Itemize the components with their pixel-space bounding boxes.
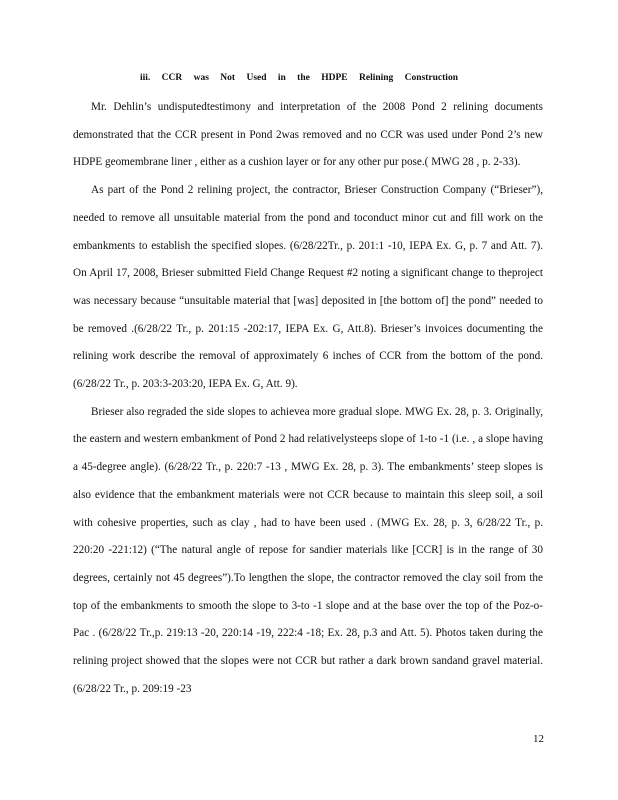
paragraph: Mr. Dehlin’s undisputedtestimony and interpretation of the 2008 Pond 2 relining documents demonstrated that the CCR present in Pond 2was removed and no CCR was used under Pond 2’s new HDPE geomembrane liner , either as a cushion layer or for any other pur pose.( MWG 28 , p. 2-33). bbox=[73, 101, 543, 169]
body-text bbox=[73, 94, 543, 703]
section-heading: iii. CCR was Not Used in the HDPE Relining Construction bbox=[140, 73, 458, 83]
page-number: 12 bbox=[533, 733, 544, 745]
paragraph: Brieser also regraded the side slopes to achievea more gradual slope. MWG Ex. 28, p. 3. Originally, the eastern and western embankment of Pond 2 had relativelysteeps slope of 1-to -1 (i.e. , a slope having a 45-degree angle). (6/28/22 Tr., p. 220:7 -13 , MWG Ex. 28, p. 3). The embankments’ steep slopes is also evidence that the embankment materials were not CCR because to maintain this sleep soil, a soil with cohesive properties, such as clay , had to have been used . (MWG Ex. 28, p. 3, 6/28/22 Tr., p. 220:20 -221:12) (“The natural angle of repose for sandier materials like [CCR] is in the range of 30 degrees, certainly not 45 degrees”).To lengthen the slope, the contractor removed the clay soil from the top of the embankments to smooth the slope to 3-to -1 slope and at the base over the top of the Poz-o- Pac . (6/28/22 Tr.,p. 219:13 -20, 220:14 -19, 222:4 -18; Ex. 28, p.3 and Att. 5). Photos taken during the relining project showed that the slopes were not CCR but rather a dark brown sandand gravel material. (6/28/22 Tr., p. 209:19 -23 bbox=[73, 405, 543, 695]
paragraph: As part of the Pond 2 relining project, the contractor, Brieser Construction Company (“Brieser”), needed to remove all unsuitable material from the pond and toconduct minor cut and fill work on the embankments to establish the specified slopes. (6/28/22Tr., p. 201:1 -10, IEPA Ex. G, p. 7 and Att. 7). On April 17, 2008, Brieser submitted Field Change Request #2 noting a significant change to theproject was necessary because “unsuitable material that [was] deposited in [the bottom of] the pond” needed to be removed .(6/28/22 Tr., p. 201:15 -202:17, IEPA Ex. G, Att.8). Brieser’s invoices documenting the relining work describe the removal of approximately 6 inches of CCR from the bottom of the pond. (6/28/22 Tr., p. 203:3-203:20, IEPA Ex. G, Att. 9). bbox=[73, 184, 543, 391]
